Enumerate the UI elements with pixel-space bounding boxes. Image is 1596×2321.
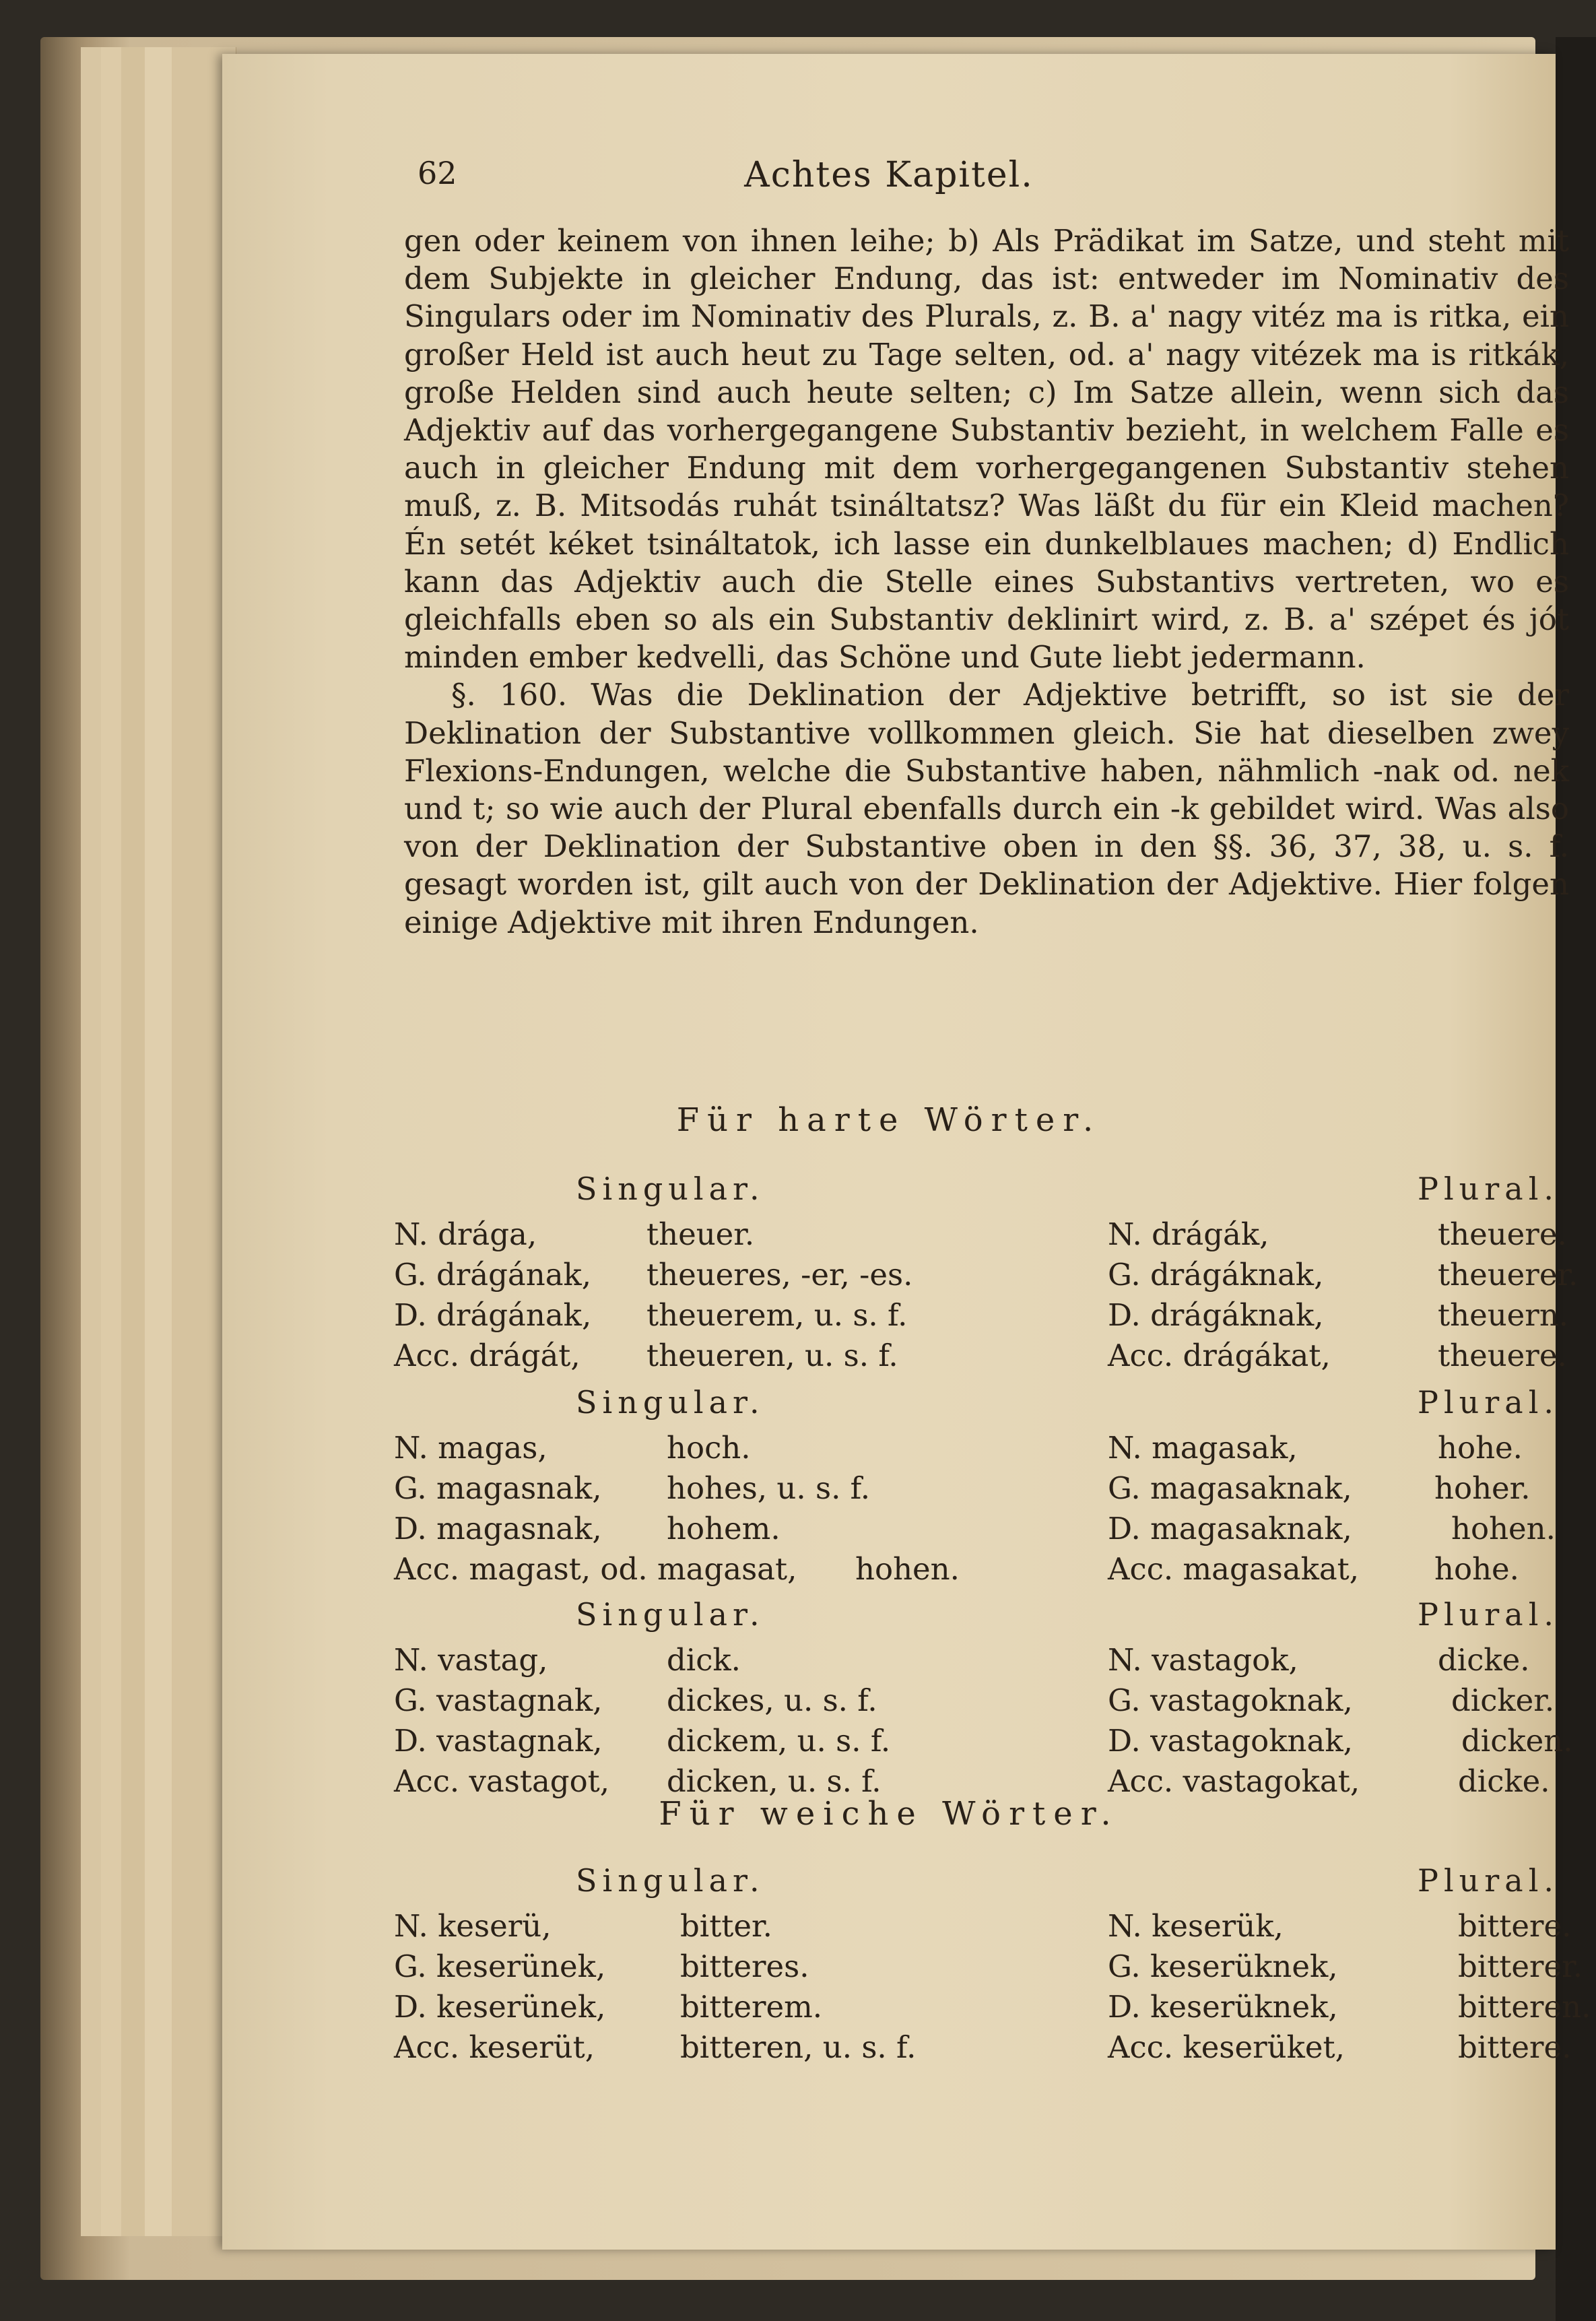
plural-label: Plural. [1418,1862,1560,1899]
singular-hungarian: G. vastagnak, [394,1682,603,1718]
singular-german: theueres, -er, -es. [646,1257,913,1293]
singular-hungarian: Acc. magast, od. magasat, [394,1551,797,1587]
table-row [394,1949,1583,1989]
singular-german: theuer. [646,1216,755,1252]
plural-german: hohe. [1434,1551,1519,1587]
singular-hungarian: G. drágának, [394,1257,592,1293]
plural-hungarian: D. vastagoknak, [1108,1723,1353,1759]
singular-hungarian: N. drága, [394,1216,537,1252]
singular-hungarian: G. keserünek, [394,1949,606,1984]
table-row [394,1430,1579,1470]
plural-hungarian: D. keserüknek, [1108,1989,1338,2025]
singular-german: bitter. [680,1908,772,1944]
singular-hungarian: D. drágának, [394,1297,592,1333]
plural-german: bittere. [1458,1908,1572,1944]
singular-german: dickem, u. s. f. [667,1723,891,1759]
table-row [394,1723,1579,1763]
plural-hungarian: D. magasaknak, [1108,1511,1352,1546]
plural-hungarian: G. vastagoknak, [1108,1682,1353,1718]
table-row [394,1511,1579,1551]
plural-german: dicke. [1438,1642,1530,1678]
plural-label: Plural. [1418,1384,1560,1420]
section-title: Für weiche Wörter. [659,1795,1119,1833]
plural-german: hoher. [1434,1470,1531,1506]
running-head: Achtes Kapitel. [744,155,1034,195]
plural-label: Plural. [1418,1171,1560,1207]
singular-hungarian: N. vastag, [394,1642,548,1678]
singular-german: bitteren, u. s. f. [680,2029,917,2065]
table-row [394,2029,1579,2070]
plural-german: dicken. [1461,1723,1573,1759]
section-title: Für harte Wörter. [676,1101,1102,1139]
plural-german: bitterer. [1458,1949,1583,1984]
singular-label: Singular. [576,1171,765,1207]
singular-hungarian: D. vastagnak, [394,1723,603,1759]
paragraph: gen oder keinem von ihnen leihe; b) Als Prädikat im Satze, und steht mit dem Subjekte in gleicher Endung, das ist: entweder im Nominativ des Singulars oder im Nominativ des Plurals, z. B. a' nagy vitéz ma is ritka, ein großer Held ist auch heut zu Tage selten, od. a' nagy vitézek ma is ritkák, große Helden sind auch heute selten; c) Im Satze allein, wenn sich das Adjektiv auf das vorhergegangene Substantiv bezieht, in welchem Falle es auch in gleicher Endung mit dem vorhergegangenen Substantiv stehen muß, z. B. Mitsodás ruhát tsináltatsz? Was läßt du für ein Kleid machen? Én setét kéket tsináltatok, ich lasse ein dunkelblaues machen; d) Endlich kann das Adjektiv auch die Stelle eines Substantivs vertreten, wo es gleichfalls eben so als ein Substantiv deklinirt wird, z. B. a' szépet és jót minden ember kedvelli, das Schöne und Gute liebt jedermann. [404,223,1569,676]
plural-german: theuere. [1438,1216,1567,1252]
plural-label: Plural. [1418,1596,1560,1633]
singular-hungarian: G. magasnak, [394,1470,602,1506]
singular-label: Singular. [576,1596,765,1633]
singular-german: hohem. [667,1511,780,1546]
plural-hungarian: N. keserük, [1108,1908,1284,1944]
plural-hungarian: Acc. magasakat, [1108,1551,1360,1587]
table-row [394,1470,1579,1511]
singular-hungarian: D. magasnak, [394,1511,602,1546]
singular-hungarian: N. magas, [394,1430,547,1466]
singular-german: dickes, u. s. f. [667,1682,877,1718]
singular-hungarian: Acc. drágát, [394,1338,580,1373]
plural-hungarian: G. drágáknak, [1108,1257,1324,1293]
singular-label: Singular. [576,1384,765,1420]
table-row [394,1908,1579,1949]
plural-hungarian: Acc. keserüket, [1108,2029,1345,2065]
plural-german: theuere. [1438,1338,1567,1373]
plural-german: bittere. [1458,2029,1572,2065]
plural-hungarian: D. drágáknak, [1108,1297,1324,1333]
singular-german: hoch. [667,1430,751,1466]
table-row [394,1297,1579,1338]
singular-label: Singular. [576,1862,765,1899]
singular-german: bitterem. [680,1989,823,2025]
page-number: 62 [418,155,457,191]
plural-hungarian: G. magasaknak, [1108,1470,1352,1506]
book-page [222,54,1591,2250]
plural-german: dicke. [1458,1763,1550,1799]
paragraph: §. 160. Was die Deklination der Adjektive betrifft, so ist sie der Deklination der Substantive vollkommen gleich. Sie hat dieselben zwey Flexions-Endungen, welche die Substantive haben, nähmlich -nak od. nek und t; so wie auch der Plural ebenfalls durch ein -k gebildet wird. Was also von der Deklination der Substantive oben in den §§. 36, 37, 38, u. s. f. gesagt worden ist, gilt auch von der Deklination der Adjektive. Hier folgen einige Adjektive mit ihren Endungen. [404,677,1569,940]
table-row [394,1551,1579,1592]
body-text [404,222,1569,942]
table-row [394,1682,1579,1723]
table-row [394,1216,1579,1257]
plural-german: theuerer. [1438,1257,1578,1293]
plural-hungarian: N. magasak, [1108,1430,1298,1466]
singular-hungarian: D. keserünek, [394,1989,606,2025]
singular-german: dick. [667,1642,741,1678]
singular-german: theueren, u. s. f. [646,1338,898,1373]
plural-hungarian: G. keserüknek, [1108,1949,1338,1984]
plural-german: bitteren. [1458,1989,1591,2025]
singular-hungarian: Acc. vastagot, [394,1763,610,1799]
singular-hungarian: N. keserü, [394,1908,552,1944]
page-header [222,155,1556,209]
singular-hungarian: Acc. keserüt, [394,2029,595,2065]
plural-hungarian: Acc. vastagokat, [1108,1763,1360,1799]
singular-german: dicken, u. s. f. [667,1763,882,1799]
plural-german: hohe. [1438,1430,1523,1466]
singular-german: hohen. [855,1551,960,1587]
singular-german: hohes, u. s. f. [667,1470,871,1506]
plural-hungarian: N. vastagok, [1108,1642,1298,1678]
table-row [394,1257,1579,1297]
plural-german: dicker. [1451,1682,1555,1718]
table-row [394,1989,1591,2029]
singular-german: theuerem, u. s. f. [646,1297,908,1333]
table-row [394,1338,1579,1378]
plural-german: hohen. [1451,1511,1556,1546]
singular-german: bitteres. [680,1949,809,1984]
plural-hungarian: N. drágák, [1108,1216,1269,1252]
plural-german: theuern. [1438,1297,1569,1333]
plural-hungarian: Acc. drágákat, [1108,1338,1331,1373]
table-row [394,1642,1579,1682]
